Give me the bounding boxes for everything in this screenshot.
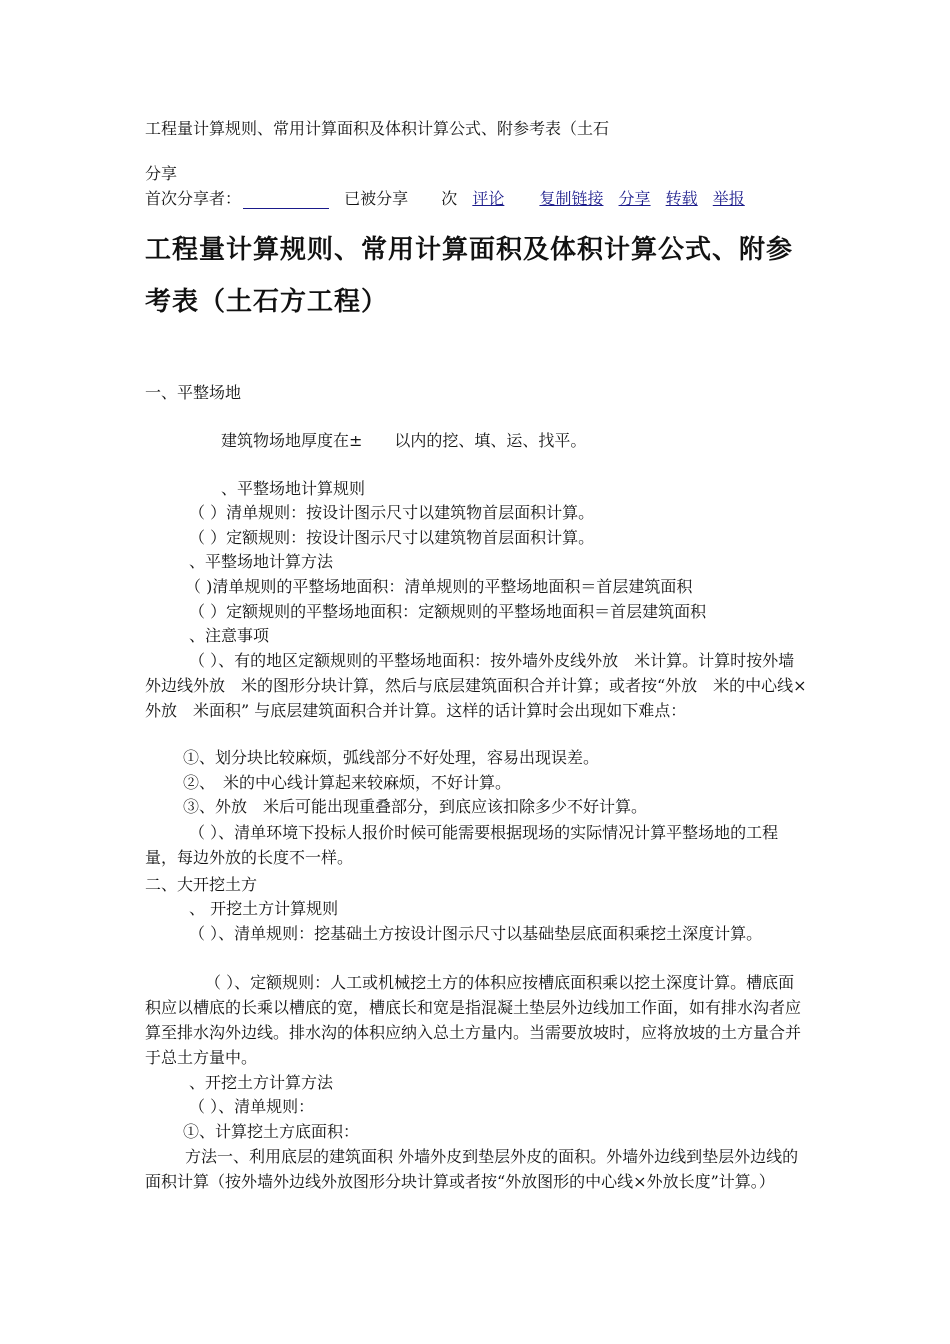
subheading: 、开挖土方计算方法 — [189, 1073, 334, 1092]
text-line: （ )清单规则的平整场地面积：清单规则的平整场地面积＝首层建筑面积 — [185, 577, 693, 596]
list-item: ①、计算挖土方底面积： — [183, 1122, 360, 1141]
subheading: 、注意事项 — [189, 626, 270, 645]
text-line: （ ）定额规则的平整场地面积：定额规则的平整场地面积＝首层建筑面积 — [189, 602, 707, 621]
repost-link[interactable]: 转载 — [665, 189, 698, 208]
share-link[interactable]: 分享 — [618, 189, 651, 208]
text-line: 建筑物场地厚度在± 以内的挖、填、运、找平。 — [221, 431, 587, 450]
subheading: 、 开挖土方计算规则 — [189, 899, 339, 918]
share-toolbar — [145, 189, 745, 209]
text-line: （ ）清单规则：按设计图示尺寸以建筑物首层面积计算。 — [189, 503, 595, 522]
paragraph: （ ）、清单规则：挖基础土方按设计图示尺寸以基础垫层底面积乘挖土深度计算。 — [189, 924, 763, 943]
subheading: 、平整场地计算规则 — [221, 479, 366, 498]
first-sharer-label: 首次分享者： — [145, 189, 242, 208]
list-item: ③、外放 米后可能出现重叠部分，到底应该扣除多少不好计算。 — [183, 797, 648, 816]
share-heading: 分享 — [145, 164, 178, 183]
comment-link[interactable]: 评论 — [472, 189, 505, 208]
small-title: 工程量计算规则、常用计算面积及体积计算公式、附参考表（土石 — [145, 119, 610, 138]
shared-count-label: 已被分享 — [344, 189, 409, 208]
paragraph: （ ）、有的地区定额规则的平整场地面积：按外墙外皮线外放 米计算。计算时按外墙外边线外放 米的图形分块计算，然后与底层建筑面积合并计算；或者按“外放 米的中心线× 外放 米面积” 与底层建筑面积合并计算。这样的话计算时会出现如下难点： — [145, 651, 823, 720]
first-sharer-link[interactable] — [243, 192, 329, 209]
report-link[interactable]: 举报 — [712, 189, 745, 208]
list-item: ①、划分块比较麻烦，弧线部分不好处理，容易出现误差。 — [183, 748, 600, 767]
paragraph: （ ）、清单环境下投标人报价时候可能需要根据现场的实际情况计算平整场地的工程量，每边外放的长度不一样。 — [145, 823, 779, 867]
copy-link-link[interactable]: 复制链接 — [539, 189, 604, 208]
list-item: ②、 米的中心线计算起来较麻烦，不好计算。 — [183, 773, 512, 792]
subheading: 、平整场地计算方法 — [189, 552, 334, 571]
section-1-heading: 一、平整场地 — [145, 383, 242, 402]
section-2-heading: 二、大开挖土方 — [145, 875, 258, 894]
paragraph: （ ）、定额规则：人工或机械挖土方的体积应按槽底面积乘以挖土深度计算。槽底面积应以槽底的长乘以槽底的宽，槽底长和宽是指混凝土垫层外边线加工作面，如有排水沟者应算至排水沟外边线。排水沟的体积应纳入总土方量内。当需要放坡时，应将放坡的土方量合并于总土方量中。 — [145, 973, 802, 1067]
text-line: （ ）、清单规则： — [189, 1097, 315, 1116]
text-line: （ ）定额规则：按设计图示尺寸以建筑物首层面积计算。 — [189, 528, 595, 547]
paragraph: 方法一、利用底层的建筑面积 外墙外皮到垫层外皮的面积。外墙外边线到垫层外边线的面积计算（按外墙外边线外放图形分块计算或者按“外放图形的中心线×外放长度”计算。） — [145, 1147, 799, 1191]
times-label: 次 — [441, 189, 458, 208]
main-title: 工程量计算规则、常用计算面积及体积计算公式、附参考表（土石方工程） — [145, 235, 794, 317]
